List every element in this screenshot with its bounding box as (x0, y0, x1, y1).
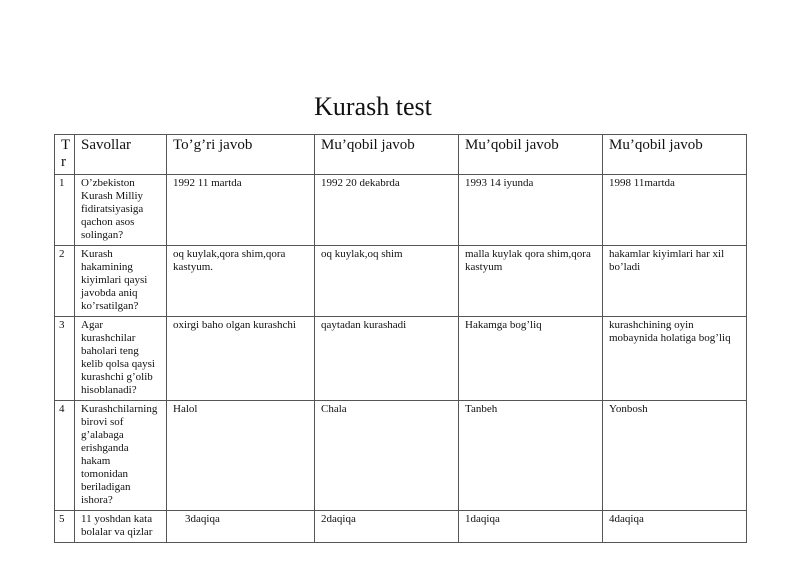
alternative-answer-cell: Hakamga bog’liq (459, 317, 603, 401)
quiz-table (54, 134, 747, 543)
alternative-answer-cell: malla kuylak qora shim,qora kastyum (459, 246, 603, 317)
question-cell: 11 yoshdan kata bolalar va qizlar (75, 511, 167, 543)
table-header-row (55, 135, 747, 175)
header-alternative-answer-1: Mu’qobil javob (315, 135, 459, 175)
alternative-answer-cell: 1998 11martda (603, 175, 747, 246)
table-row (55, 511, 747, 543)
correct-answer-cell: oxirgi baho olgan kurashchi (167, 317, 315, 401)
header-alternative-answer-3: Mu’qobil javob (603, 135, 747, 175)
question-cell: Kurash hakamining kiyimlari qaysi javobda aniq ko’rsatilgan? (75, 246, 167, 317)
correct-answer-cell: oq kuylak,qora shim,qora kastyum. (167, 246, 315, 317)
header-alternative-answer-2: Mu’qobil javob (459, 135, 603, 175)
header-correct-answer: To’g’ri javob (167, 135, 315, 175)
header-tr: T r (55, 135, 75, 175)
alternative-answer-cell: Chala (315, 401, 459, 511)
correct-answer-cell: Halol (167, 401, 315, 511)
page-title: Kurash test (314, 92, 432, 121)
row-number: 4 (55, 401, 75, 511)
header-savollar: Savollar (75, 135, 167, 175)
correct-answer-cell: 1992 11 martda (167, 175, 315, 246)
row-number: 3 (55, 317, 75, 401)
alternative-answer-cell: 4daqiqa (603, 511, 747, 543)
row-number: 1 (55, 175, 75, 246)
alternative-answer-cell: 1993 14 iyunda (459, 175, 603, 246)
table-row (55, 317, 747, 401)
alternative-answer-cell: oq kuylak,oq shim (315, 246, 459, 317)
table-row (55, 401, 747, 511)
table-row (55, 175, 747, 246)
table-row (55, 246, 747, 317)
alternative-answer-cell: 1daqiqa (459, 511, 603, 543)
row-number: 5 (55, 511, 75, 543)
question-cell: O’zbekiston Kurash Milliy fidiratsiyasiga qachon asos solingan? (75, 175, 167, 246)
alternative-answer-cell: qaytadan kurashadi (315, 317, 459, 401)
alternative-answer-cell: 1992 20 dekabrda (315, 175, 459, 246)
alternative-answer-cell: Tanbeh (459, 401, 603, 511)
row-number: 2 (55, 246, 75, 317)
question-cell: Kurashchilarning birovi sof g’alabaga erishganda hakam tomonidan beriladigan ishora? (75, 401, 167, 511)
alternative-answer-cell: kurashchining oyin mobaynida holatiga bog’liq (603, 317, 747, 401)
question-cell: Agar kurashchilar baholari teng kelib qolsa qaysi kurashchi g’olib hisoblanadi? (75, 317, 167, 401)
alternative-answer-cell: Yonbosh (603, 401, 747, 511)
alternative-answer-cell: hakamlar kiyimlari har xil bo’ladi (603, 246, 747, 317)
correct-answer-cell: 3daqiqa (167, 511, 315, 543)
alternative-answer-cell: 2daqiqa (315, 511, 459, 543)
